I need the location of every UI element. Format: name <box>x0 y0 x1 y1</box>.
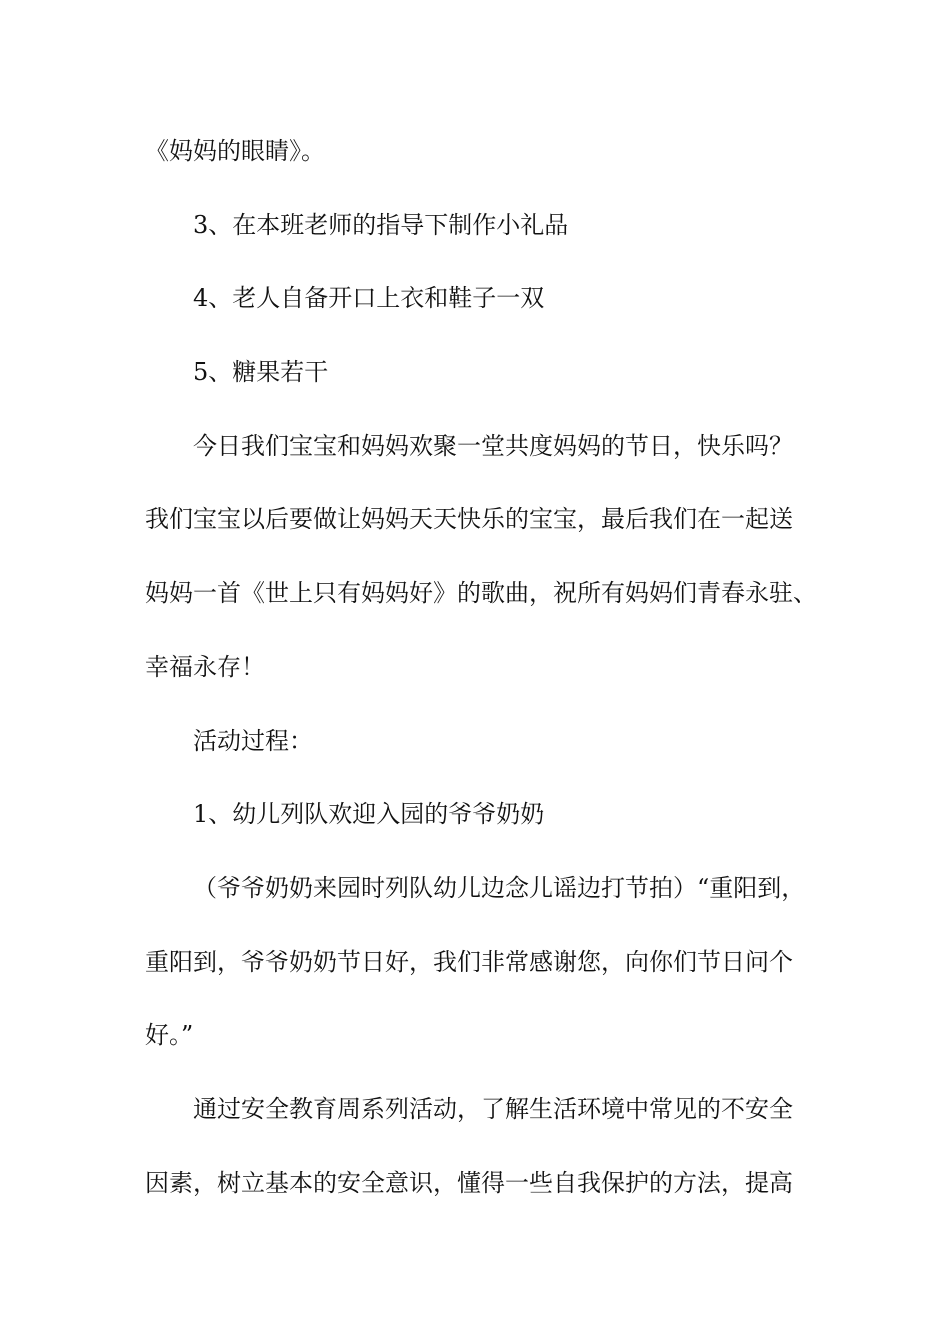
paragraph-line: 幸福永存！ <box>145 652 265 681</box>
paragraph-line: 我们宝宝以后要做让妈妈天天快乐的宝宝，最后我们在一起送 <box>145 505 793 534</box>
list-item: 3、在本班老师的指导下制作小礼品 <box>193 210 569 239</box>
paragraph-line: 妈妈一首《世上只有妈妈好》的歌曲，祝所有妈妈们青春永驻、 <box>145 579 817 608</box>
list-item: 5、糖果若干 <box>193 358 329 387</box>
paragraph-line: （爷爷奶奶来园时列队幼儿边念儿谣边打节拍）“重阳到， <box>193 873 806 902</box>
paragraph-line: 重阳到，爷爷奶奶节日好，我们非常感谢您，向你们节日问个 <box>145 947 793 976</box>
text-line: 《妈妈的眼睛》。 <box>145 137 325 165</box>
paragraph-line: 好。” <box>145 1021 194 1050</box>
document-body <box>145 133 835 1238</box>
list-item: 4、老人自备开口上衣和鞋子一双 <box>193 284 545 313</box>
paragraph-line: 因素，树立基本的安全意识，懂得一些自我保护的方法，提高 <box>145 1168 793 1197</box>
section-heading: 活动过程： <box>193 726 313 755</box>
paragraph-line: 今日我们宝宝和妈妈欢聚一堂共度妈妈的节日，快乐吗？ <box>193 431 793 460</box>
paragraph-line: 通过安全教育周系列活动，了解生活环境中常见的不安全 <box>193 1094 793 1123</box>
list-item: 1、幼儿列队欢迎入园的爷爷奶奶 <box>193 800 545 829</box>
